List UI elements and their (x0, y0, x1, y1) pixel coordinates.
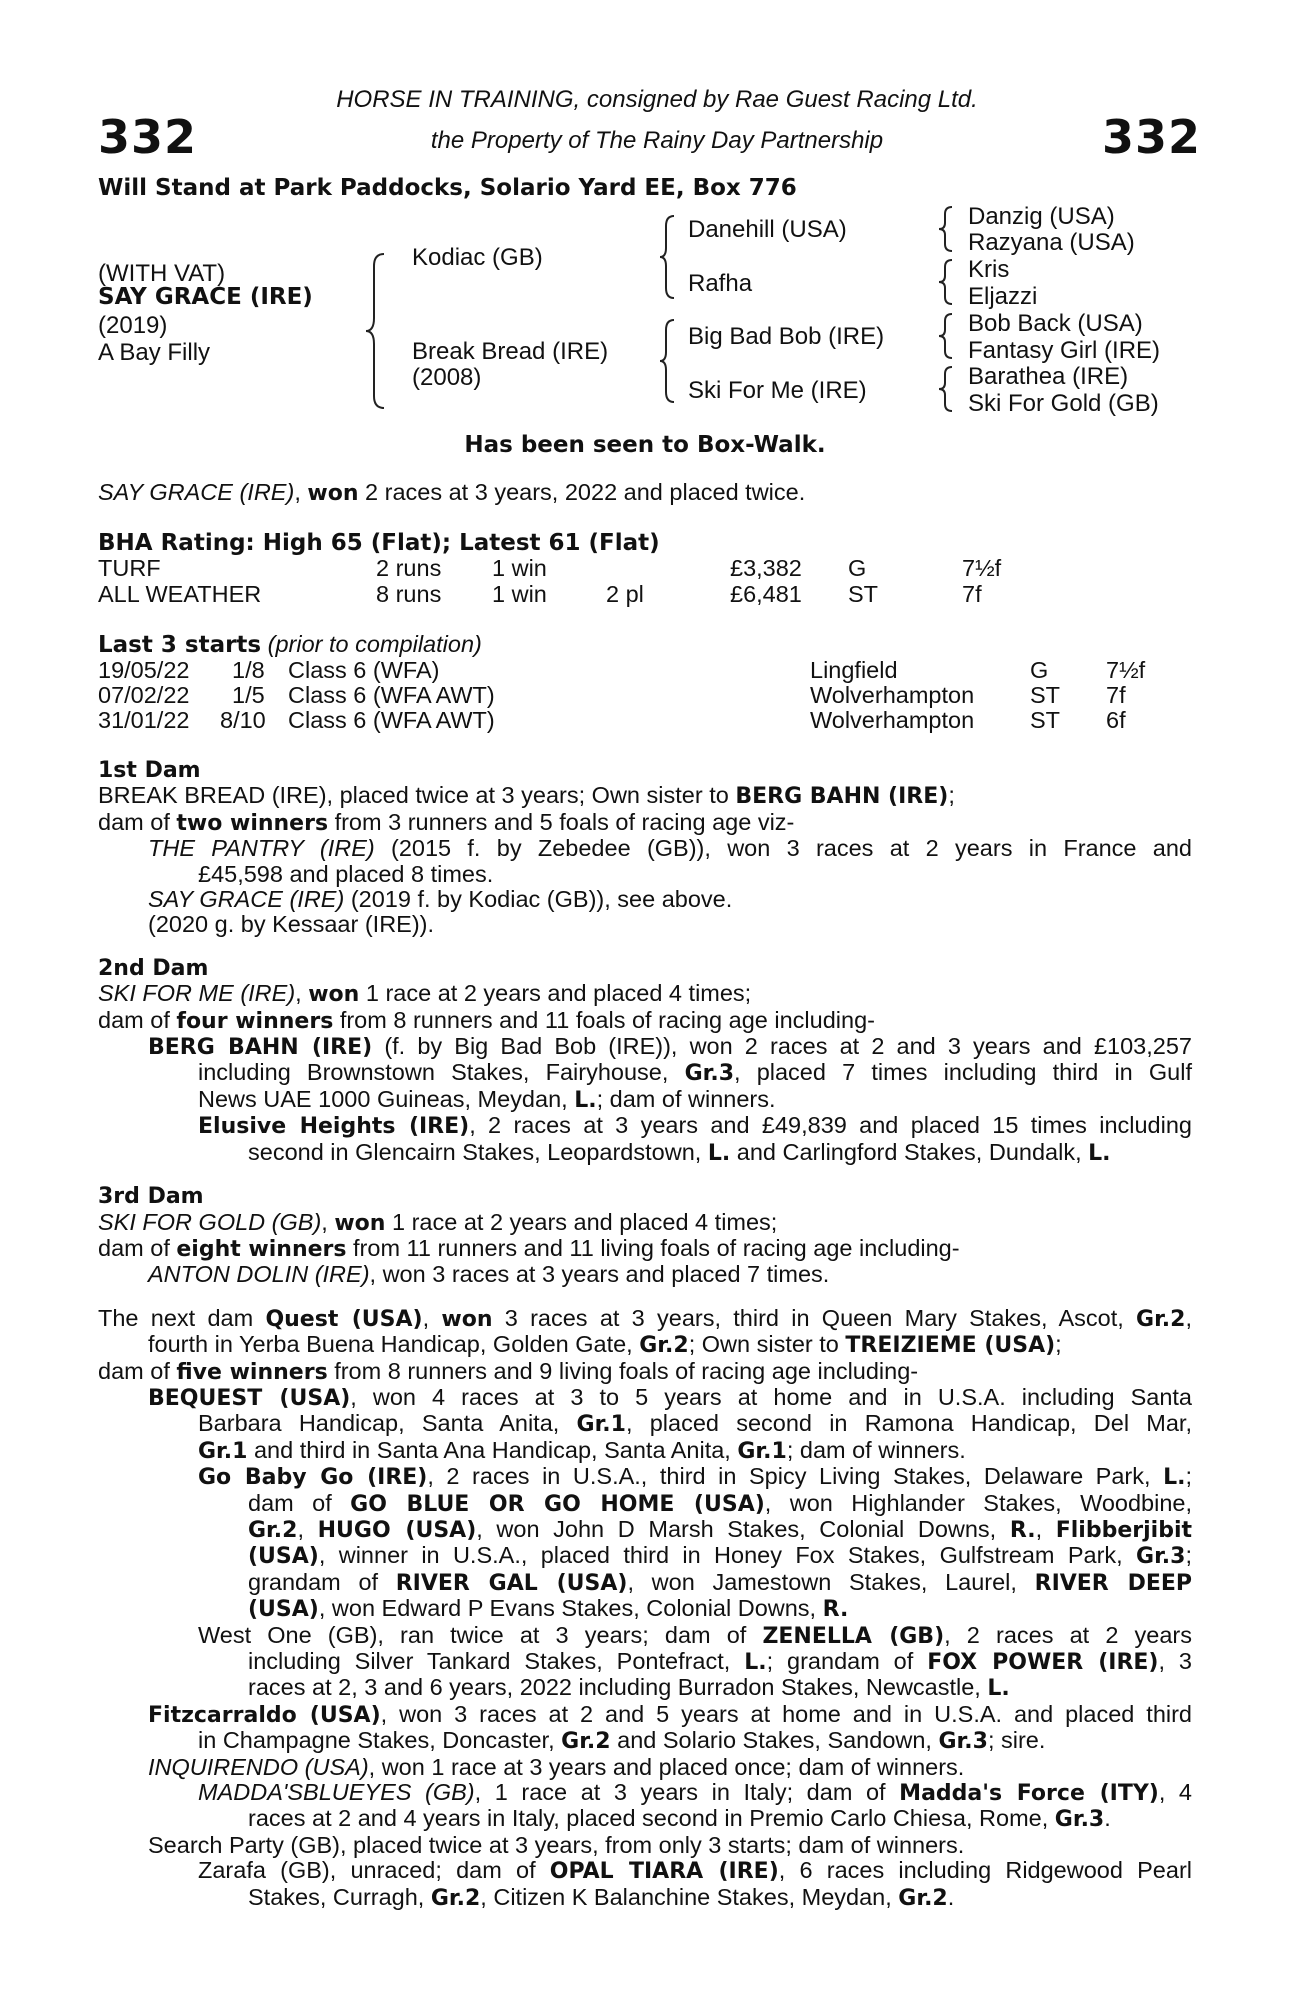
g3-sds: Kris (968, 256, 1010, 283)
third-dam-line: SKI FOR GOLD (GB), won 1 race at 2 years and placed 4 times; (98, 1208, 778, 1236)
produce-entry: Go Baby Go (IRE), 2 races in U.S.A., third in Spicy Living Stakes, Delaware Park, L.; (198, 1463, 1193, 1491)
produce-entry-cont: £45,598 and placed 8 times. (198, 860, 494, 887)
produce-entry: ANTON DOLIN (IRE), won 3 races at 3 years and placed 7 times. (148, 1261, 830, 1288)
dam-year: (2008) (412, 364, 482, 391)
produce-entry-cont: Gr.1 and third in Santa Ana Handicap, Santa Anita, Gr.1; dam of winners. (198, 1436, 966, 1464)
start-class: Class 6 (WFA AWT) (288, 682, 495, 708)
start-position: 1/8 (232, 657, 265, 683)
start-course: Lingfield (810, 657, 898, 683)
rating-aw-prize: £6,481 (730, 581, 802, 607)
summary-rest: 2 races at 3 years, 2022 and placed twice. (365, 479, 806, 505)
start-position: 8/10 (220, 707, 266, 733)
sire-name: Kodiac (GB) (412, 244, 543, 271)
rating-aw-runs: 8 runs (376, 581, 442, 607)
stand-location: Will Stand at Park Paddocks, Solario Yard EE, Box 776 (98, 175, 797, 201)
start-class: Class 6 (WFA AWT) (288, 707, 495, 733)
start-position: 1/5 (232, 682, 265, 708)
rating-turf-wins: 1 win (492, 555, 547, 581)
rating-turf-going: G (848, 555, 867, 581)
produce-entry: MADDA'SBLUEYES (GB), 1 race at 3 years in Italy; dam of Madda's Force (ITY), 4 (198, 1779, 1192, 1807)
third-dam-heading: 3rd Dam (98, 1184, 204, 1210)
rating-turf-prize: £3,382 (730, 555, 802, 581)
rating-aw-surface: ALL WEATHER (98, 581, 262, 607)
summary-won: won (307, 481, 359, 506)
box-walk-note: Has been seen to Box-Walk. (464, 432, 826, 458)
produce-entry-cont: dam of GO BLUE OR GO HOME (USA), won Highlander Stakes, Woodbine, (248, 1489, 1193, 1517)
produce-entry-cont: (USA), won Edward P Evans Stakes, Colonial Downs, R. (248, 1595, 849, 1623)
produce-entry-cont: including Silver Tankard Stakes, Pontefract, L.; grandam of FOX POWER (IRE), 3 (248, 1648, 1192, 1675)
rating-aw-dist: 7f (962, 581, 982, 607)
bha-rating-title: BHA Rating: High 65 (Flat); Latest 61 (Flat) (98, 530, 660, 556)
produce-entry-cont: News UAE 1000 Guineas, Meydan, L.; dam of winners. (198, 1085, 776, 1113)
first-dam-line: BREAK BREAD (IRE), placed twice at 3 years; Own sister to BERG BAHN (IRE); (98, 782, 955, 810)
rating-turf-dist: 7½f (962, 555, 1002, 581)
race-summary: SAY GRACE (IRE), won 2 races at 3 years, 2022 and placed twice. (98, 479, 806, 506)
consignor-line: HORSE IN TRAINING, consigned by Rae Guest Racing Ltd. (336, 86, 978, 113)
start-date: 31/01/22 (98, 707, 190, 733)
second-dam-heading: 2nd Dam (98, 955, 209, 981)
produce-entry-cont: grandam of RIVER GAL (USA), won Jamestown Stakes, Laurel, RIVER DEEP (248, 1568, 1193, 1596)
second-dam-line: SKI FOR ME (IRE), won 1 race at 2 years and placed 4 times; (98, 980, 752, 1008)
produce-entry: BEQUEST (USA), won 4 races at 3 to 5 years at home and in U.S.A. including Santa (148, 1383, 1193, 1411)
horse-name: SAY GRACE (IRE) (98, 284, 313, 310)
produce-entry: Fitzcarraldo (USA), won 3 races at 2 and 5 years at home and in U.S.A. and placed third (148, 1700, 1193, 1728)
first-dam-heading: 1st Dam (98, 758, 201, 783)
start-going: G (1030, 657, 1049, 683)
rating-turf-runs: 2 runs (376, 555, 442, 581)
rating-aw-wins: 1 win (492, 581, 547, 607)
produce-entry-cont: Gr.2, HUGO (USA), won John D Marsh Stakes, Colonial Downs, R., Flibberjibit (248, 1515, 1192, 1543)
sire-dam: Rafha (688, 270, 753, 297)
pedigree-brace-g3-1 (936, 205, 956, 253)
rating-aw-placed: 2 pl (606, 581, 644, 607)
pedigree-brace-sire (656, 214, 678, 300)
next-dam-line: The next dam Quest (USA), won 3 races at 3 years, third in Queen Mary Stakes, Ascot, Gr.2, (98, 1304, 1192, 1332)
start-date: 07/02/22 (98, 682, 190, 708)
produce-entry: Search Party (GB), placed twice at 3 years, from only 3 starts; dam of winners. (148, 1831, 965, 1858)
produce-entry-cont: races at 2, 3 and 6 years, 2022 including Burradon Stakes, Newcastle, L. (248, 1674, 1010, 1702)
produce-entry: SAY GRACE (IRE) (2019 f. by Kodiac (GB)), see above. (148, 886, 733, 913)
start-course: Wolverhampton (810, 682, 975, 708)
g3-sss: Danzig (USA) (968, 203, 1115, 230)
rating-turf-surface: TURF (98, 555, 161, 581)
pedigree-brace-dam (656, 318, 678, 404)
next-dam-produce-summary: dam of five winners from 8 runners and 9 living foals of racing age including- (98, 1357, 919, 1385)
first-dam-produce-summary: dam of two winners from 3 runners and 5 foals of racing age viz- (98, 808, 795, 836)
sire-sire: Danehill (USA) (688, 216, 847, 243)
last-starts-heading (98, 632, 482, 658)
g3-sdd: Eljazzi (968, 283, 1038, 310)
horse-year: (2019) (98, 312, 168, 339)
pedigree-brace-main (362, 252, 388, 410)
start-dist: 7½f (1106, 657, 1146, 683)
property-line: the Property of The Rainy Day Partnership (430, 127, 884, 154)
g3-dss: Bob Back (USA) (968, 310, 1143, 337)
produce-entry-cont: including Brownstown Stakes, Fairyhouse, Gr.3, placed 7 times including third in Gulf (198, 1059, 1192, 1087)
g3-ssd: Razyana (USA) (968, 229, 1135, 256)
pedigree-brace-g3-4 (936, 365, 956, 413)
next-dam-line-cont: fourth in Yerba Buena Handicap, Golden Gate, Gr.2; Own sister to TREIZIEME (USA); (148, 1331, 1062, 1359)
start-dist: 6f (1106, 707, 1126, 733)
produce-entry: BERG BAHN (IRE) (f. by Big Bad Bob (IRE)), won 2 races at 2 and 3 years and £103,257 (148, 1033, 1192, 1061)
produce-entry-cont: second in Glencairn Stakes, Leopardstown, L. and Carlingford Stakes, Dundalk, L. (248, 1138, 1111, 1166)
third-dam-produce-summary: dam of eight winners from 11 runners and 11 living foals of racing age including- (98, 1234, 960, 1262)
lot-number-right: 332 (1102, 110, 1202, 164)
rating-aw-going: ST (848, 581, 879, 607)
dam-name: Break Bread (IRE) (412, 338, 609, 365)
start-going: ST (1030, 707, 1061, 733)
last-starts-note: (prior to compilation) (267, 631, 482, 657)
vat-note: (WITH VAT) (98, 260, 226, 287)
produce-entry: Zarafa (GB), unraced; dam of OPAL TIARA (IRE), 6 races including Ridgewood Pearl (198, 1857, 1192, 1885)
produce-entry-cont: (USA), winner in U.S.A., placed third in Honey Fox Stakes, Gulfstream Park, Gr.3; (248, 1542, 1192, 1570)
summary-horse-name: SAY GRACE (IRE) (98, 479, 295, 505)
produce-entry: THE PANTRY (IRE) (2015 f. by Zebedee (GB)), won 3 races at 2 years in France and (148, 835, 1192, 862)
dam-dam: Ski For Me (IRE) (688, 377, 867, 404)
pedigree-brace-g3-3 (936, 312, 956, 360)
produce-entry: INQUIRENDO (USA), won 1 race at 3 years and placed once; dam of winners. (148, 1753, 965, 1780)
produce-entry-cont: Barbara Handicap, Santa Anita, Gr.1, placed second in Ramona Handicap, Del Mar, (198, 1410, 1192, 1438)
produce-entry: Elusive Heights (IRE), 2 races at 3 years and £49,839 and placed 15 times including (198, 1112, 1192, 1140)
produce-entry: West One (GB), ran twice at 3 years; dam of ZENELLA (GB), 2 races at 2 years (198, 1621, 1192, 1649)
g3-dsd: Fantasy Girl (IRE) (968, 337, 1161, 364)
start-date: 19/05/22 (98, 657, 190, 683)
pedigree-brace-g3-2 (936, 258, 956, 306)
start-dist: 7f (1106, 682, 1126, 708)
start-going: ST (1030, 682, 1061, 708)
lot-number-left: 332 (98, 110, 198, 164)
dam-sire: Big Bad Bob (IRE) (688, 323, 885, 350)
produce-entry-cont: races at 2 and 4 years in Italy, placed second in Premio Carlo Chiesa, Rome, Gr.3. (248, 1805, 1111, 1833)
start-class: Class 6 (WFA) (288, 657, 440, 683)
start-course: Wolverhampton (810, 707, 975, 733)
g3-ddd: Ski For Gold (GB) (968, 390, 1159, 417)
produce-entry: (2020 g. by Kessaar (IRE)). (148, 911, 435, 938)
catalogue-body (98, 758, 1192, 1911)
second-dam-produce-summary: dam of four winners from 8 runners and 11 foals of racing age including- (98, 1006, 875, 1034)
horse-description: A Bay Filly (98, 339, 211, 366)
g3-dds: Barathea (IRE) (968, 363, 1129, 390)
last-starts-title: Last 3 starts (98, 632, 262, 658)
produce-entry-cont: in Champagne Stakes, Doncaster, Gr.2 and Solario Stakes, Sandown, Gr.3; sire. (198, 1727, 1046, 1755)
produce-entry-cont: Stakes, Curragh, Gr.2, Citizen K Balanchine Stakes, Meydan, Gr.2. (248, 1883, 955, 1911)
